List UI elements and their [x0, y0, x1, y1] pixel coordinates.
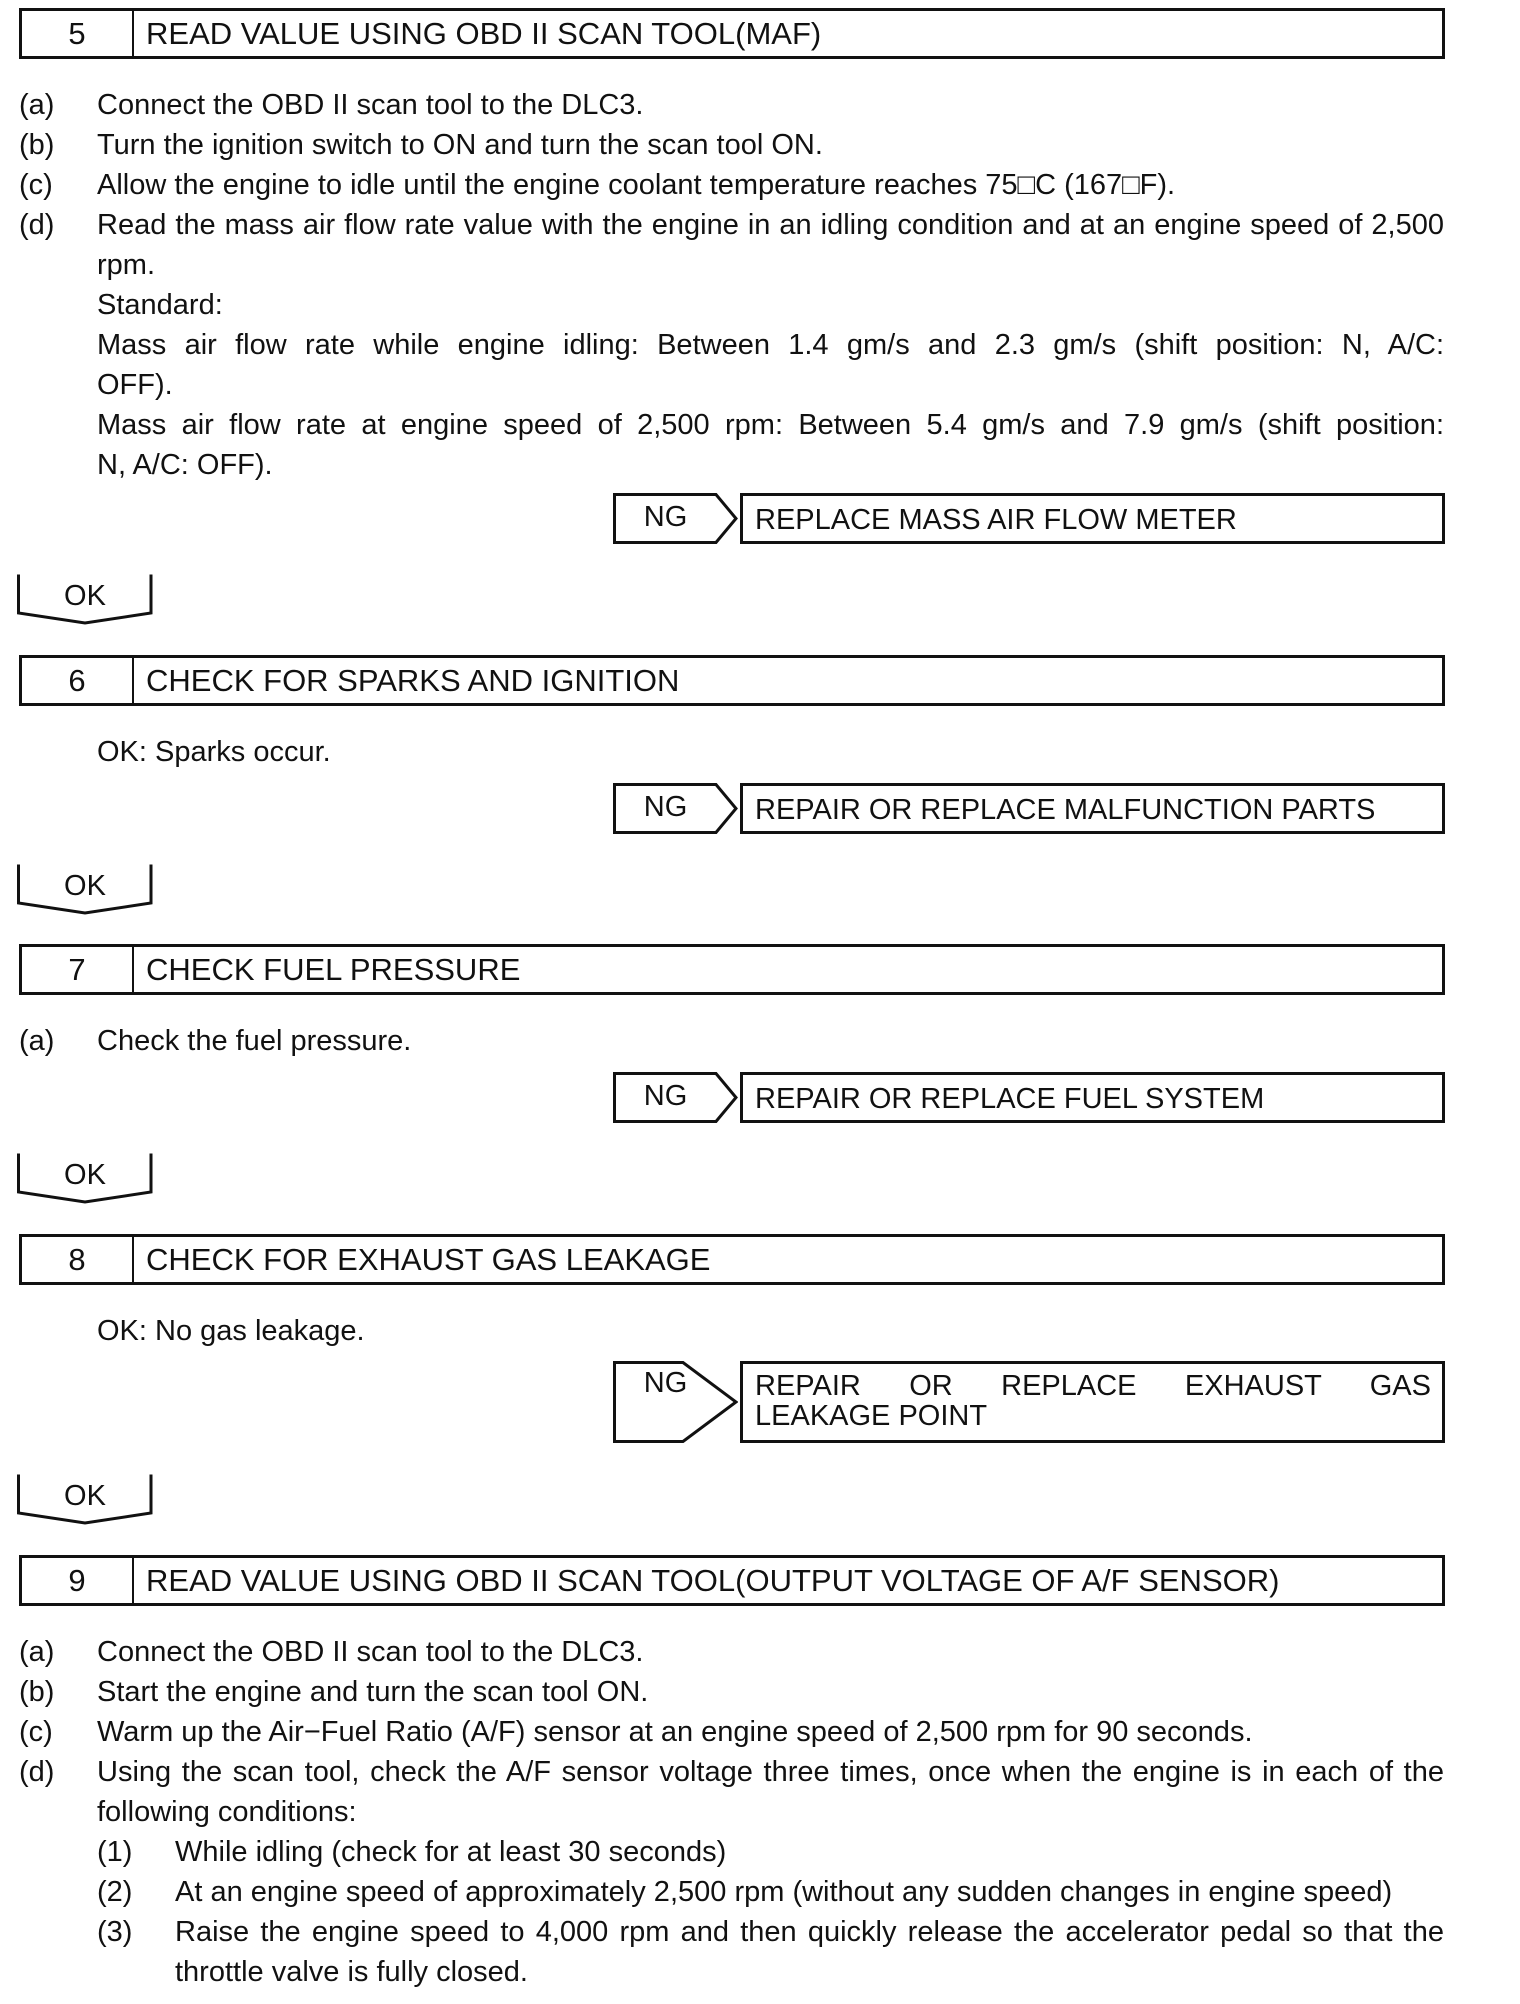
ng-label: NG — [643, 1367, 688, 1399]
ok-label: OK — [64, 580, 106, 612]
ng-action-text: REPAIR OR REPLACE FUEL SYSTEM — [755, 1083, 1265, 1115]
subitem-label: (3) — [97, 1916, 133, 1948]
subitem-text: throttle valve is fully closed. — [175, 1956, 528, 1988]
step-title: READ VALUE USING OBD II SCAN TOOL(OUTPUT VOLTAGE OF A/F SENSOR) — [146, 1562, 1280, 1598]
item-text: Allow the engine to idle until the engine coolant temperature reaches 75□C (167□F). — [97, 169, 1176, 201]
item-label: (d) — [19, 209, 55, 241]
subitem-text: At an engine speed of approximately 2,500 rpm (without any sudden changes in engine speed) — [175, 1876, 1393, 1908]
ng-action-box — [740, 1361, 1445, 1443]
ng-action-box — [740, 1072, 1445, 1123]
step-9-header — [19, 1555, 1445, 1606]
ok-arrow — [17, 1473, 155, 1525]
item-label: (a) — [19, 89, 55, 121]
step-number: 6 — [22, 658, 134, 703]
ng-action-box — [740, 783, 1445, 834]
ng-label: NG — [643, 1080, 688, 1112]
ng-label: NG — [643, 791, 688, 823]
item-label: (c) — [19, 1716, 53, 1748]
item-text: Connect the OBD II scan tool to the DLC3. — [97, 89, 644, 121]
item-label: (d) — [19, 1756, 55, 1788]
item-text: Connect the OBD II scan tool to the DLC3. — [97, 1636, 644, 1668]
standard-text: N, A/C: OFF). — [97, 449, 273, 481]
ng-arrow — [613, 493, 738, 544]
standard-label: Standard: — [97, 289, 223, 321]
item-label: (c) — [19, 169, 53, 201]
ng-arrow — [613, 783, 738, 834]
step-title: CHECK FOR SPARKS AND IGNITION — [146, 662, 680, 698]
standard-text: OFF). — [97, 369, 173, 401]
item-label: (a) — [19, 1025, 55, 1057]
item-label: (a) — [19, 1636, 55, 1668]
item-text: Start the engine and turn the scan tool ON. — [97, 1676, 649, 1708]
subitem-label: (2) — [97, 1876, 133, 1908]
item-text: Turn the ignition switch to ON and turn the scan tool ON. — [97, 129, 823, 161]
item-label: (b) — [19, 129, 55, 161]
ng-label: NG — [643, 501, 688, 533]
ng-action-text: REPAIR OR REPLACE MALFUNCTION PARTS — [755, 794, 1376, 826]
subitem-label: (1) — [97, 1836, 133, 1868]
ok-criteria: OK: Sparks occur. — [97, 736, 331, 768]
step-8-header — [19, 1234, 1445, 1285]
item-text: rpm. — [97, 249, 155, 281]
step-5-header — [19, 8, 1445, 59]
standard-text: Mass air flow rate at engine speed of 2,500 rpm: Between 5.4 gm/s and 7.9 gm/s (shift position: — [97, 409, 1444, 441]
ng-arrow — [613, 1361, 738, 1443]
step-number: 8 — [22, 1237, 134, 1282]
ng-action-text: REPAIR OR REPLACE EXHAUST GAS — [755, 1370, 1431, 1402]
item-text: Check the fuel pressure. — [97, 1025, 412, 1057]
ok-criteria: OK: No gas leakage. — [97, 1315, 365, 1347]
step-7-header — [19, 944, 1445, 995]
ng-action-text: LEAKAGE POINT — [755, 1400, 988, 1432]
subitem-text: Raise the engine speed to 4,000 rpm and then quickly release the accelerator pedal so that the — [175, 1916, 1444, 1948]
ok-arrow — [17, 863, 155, 915]
ng-action-text: REPLACE MASS AIR FLOW METER — [755, 504, 1237, 536]
item-text: Warm up the Air−Fuel Ratio (A/F) sensor at an engine speed of 2,500 rpm for 90 seconds. — [97, 1716, 1253, 1748]
step-number: 5 — [22, 11, 134, 56]
ng-action-box — [740, 493, 1445, 544]
step-title: READ VALUE USING OBD II SCAN TOOL(MAF) — [146, 15, 822, 51]
item-text: Read the mass air flow rate value with the engine in an idling condition and at an engine speed of 2,500 — [97, 209, 1444, 241]
ok-arrow — [17, 573, 155, 625]
ok-label: OK — [64, 1159, 106, 1191]
item-text: following conditions: — [97, 1796, 357, 1828]
item-label: (b) — [19, 1676, 55, 1708]
ok-label: OK — [64, 870, 106, 902]
step-6-header — [19, 655, 1445, 706]
step-title: CHECK FOR EXHAUST GAS LEAKAGE — [146, 1241, 711, 1277]
step-number: 7 — [22, 947, 134, 992]
subitem-text: While idling (check for at least 30 seconds) — [175, 1836, 727, 1868]
ng-arrow — [613, 1072, 738, 1123]
ok-arrow — [17, 1152, 155, 1204]
ok-label: OK — [64, 1480, 106, 1512]
step-number: 9 — [22, 1558, 134, 1603]
standard-text: Mass air flow rate while engine idling: Between 1.4 gm/s and 2.3 gm/s (shift position: N, A/C: — [97, 329, 1444, 361]
step-title: CHECK FUEL PRESSURE — [146, 951, 521, 987]
item-text: Using the scan tool, check the A/F sensor voltage three times, once when the engine is in each of the — [97, 1756, 1444, 1788]
